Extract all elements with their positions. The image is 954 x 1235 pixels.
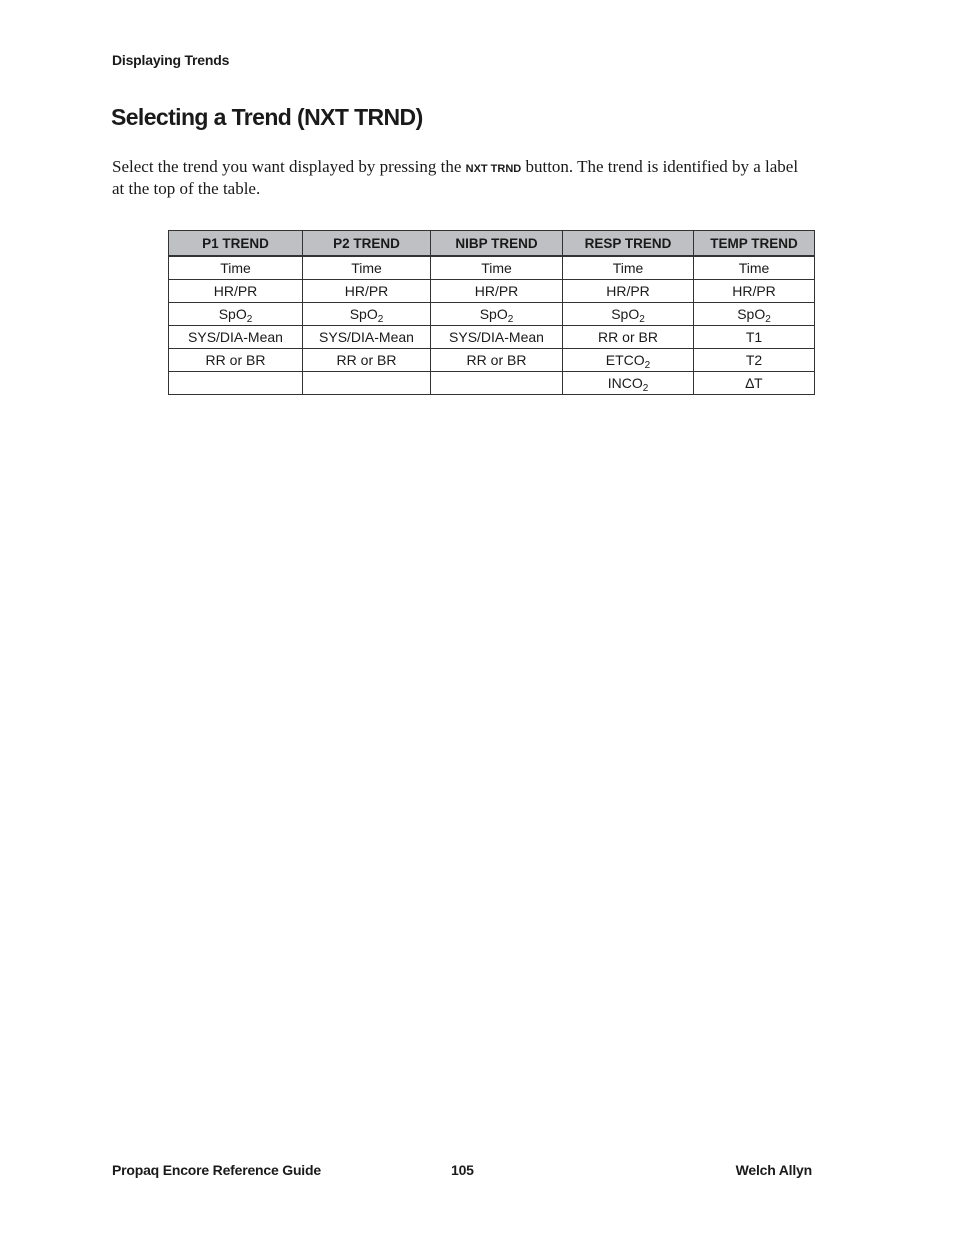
header-p1-trend: P1 TREND — [169, 231, 303, 257]
table-cell — [303, 280, 431, 303]
cell-text: SpO — [611, 306, 640, 322]
table-cell — [303, 326, 431, 349]
table-cell — [694, 303, 815, 326]
table-cell — [303, 256, 431, 280]
cell-text: SYS/DIA-Mean — [188, 329, 283, 345]
table-cell — [563, 256, 694, 280]
cell-text: SpO — [218, 306, 247, 322]
cell-text: RR or BR — [205, 352, 266, 368]
table-cell — [563, 280, 694, 303]
cell-subscript: 2 — [642, 383, 649, 394]
table-cell — [694, 280, 815, 303]
cell-subscript: 2 — [377, 314, 384, 325]
intro-paragraph — [112, 157, 812, 199]
table-cell — [563, 326, 694, 349]
table-cell — [431, 256, 563, 280]
table-cell — [169, 326, 303, 349]
table-cell — [303, 349, 431, 372]
table-cell — [431, 372, 563, 395]
cell-text: HR/PR — [344, 283, 389, 299]
footer-guide-title: Propaq Encore Reference Guide — [112, 1162, 321, 1178]
trend-table-header-row — [169, 231, 815, 257]
table-cell — [169, 256, 303, 280]
cell-text: INCO — [607, 375, 643, 391]
trend-table — [168, 230, 815, 395]
cell-text: SYS/DIA-Mean — [319, 329, 414, 345]
table-cell — [694, 326, 815, 349]
table-cell — [303, 372, 431, 395]
cell-text: ETCO — [605, 352, 645, 368]
cell-text: Time — [612, 260, 644, 276]
cell-text: SYS/DIA-Mean — [449, 329, 544, 345]
cell-text: RR or BR — [336, 352, 397, 368]
intro-text-before: Select the trend you want displayed by pressing the — [112, 157, 466, 176]
table-cell — [169, 303, 303, 326]
table-cell — [694, 372, 815, 395]
cell-subscript: 2 — [246, 314, 253, 325]
cell-text: RR or BR — [598, 329, 658, 345]
table-cell — [563, 349, 694, 372]
header-temp-trend: TEMP TREND — [694, 231, 815, 257]
table-cell — [694, 256, 815, 280]
page-title: Selecting a Trend (NXT TRND) — [111, 104, 423, 130]
table-cell — [431, 326, 563, 349]
footer-page-number: 105 — [451, 1162, 474, 1178]
cell-text: HR/PR — [732, 283, 776, 299]
table-cell — [169, 372, 303, 395]
cell-subscript: 2 — [639, 314, 645, 325]
table-cell — [694, 349, 815, 372]
nxt-trnd-button-label: NXT TRND — [465, 163, 522, 175]
cell-text: T1 — [745, 329, 763, 345]
table-row — [169, 349, 815, 372]
table-cell — [431, 303, 563, 326]
table-row — [169, 280, 815, 303]
cell-text: SpO — [479, 306, 508, 322]
table-cell — [431, 280, 563, 303]
header-p2-trend: P2 TREND — [303, 231, 431, 257]
cell-text: HR/PR — [213, 283, 258, 299]
header-resp-trend: RESP TREND — [563, 231, 694, 257]
cell-text: Time — [220, 260, 251, 276]
cell-subscript: 2 — [507, 314, 514, 325]
intro-text-after: button. The trend is identified by a label at the top of the table. — [112, 157, 799, 198]
cell-subscript: 2 — [644, 360, 651, 371]
footer-company: Welch Allyn — [735, 1162, 812, 1178]
cell-text: SpO — [349, 306, 378, 322]
table-row — [169, 326, 815, 349]
cell-text: SpO — [737, 306, 766, 322]
cell-text: RR or BR — [466, 352, 527, 368]
header-nibp-trend: NIBP TREND — [431, 231, 563, 257]
cell-text: Time — [351, 260, 382, 276]
table-cell — [303, 303, 431, 326]
cell-text: ∆T — [745, 375, 763, 391]
table-cell — [169, 349, 303, 372]
cell-text: Time — [738, 260, 770, 276]
table-row — [169, 256, 815, 280]
table-cell — [169, 280, 303, 303]
cell-text: T2 — [745, 352, 763, 368]
cell-text: HR/PR — [606, 283, 650, 299]
table-cell — [563, 303, 694, 326]
table-cell — [431, 349, 563, 372]
running-head: Displaying Trends — [112, 52, 230, 68]
table-row — [169, 372, 815, 395]
table-row — [169, 303, 815, 326]
cell-text: HR/PR — [474, 283, 519, 299]
cell-subscript: 2 — [765, 314, 771, 325]
cell-text: Time — [481, 260, 512, 276]
table-cell — [563, 372, 694, 395]
